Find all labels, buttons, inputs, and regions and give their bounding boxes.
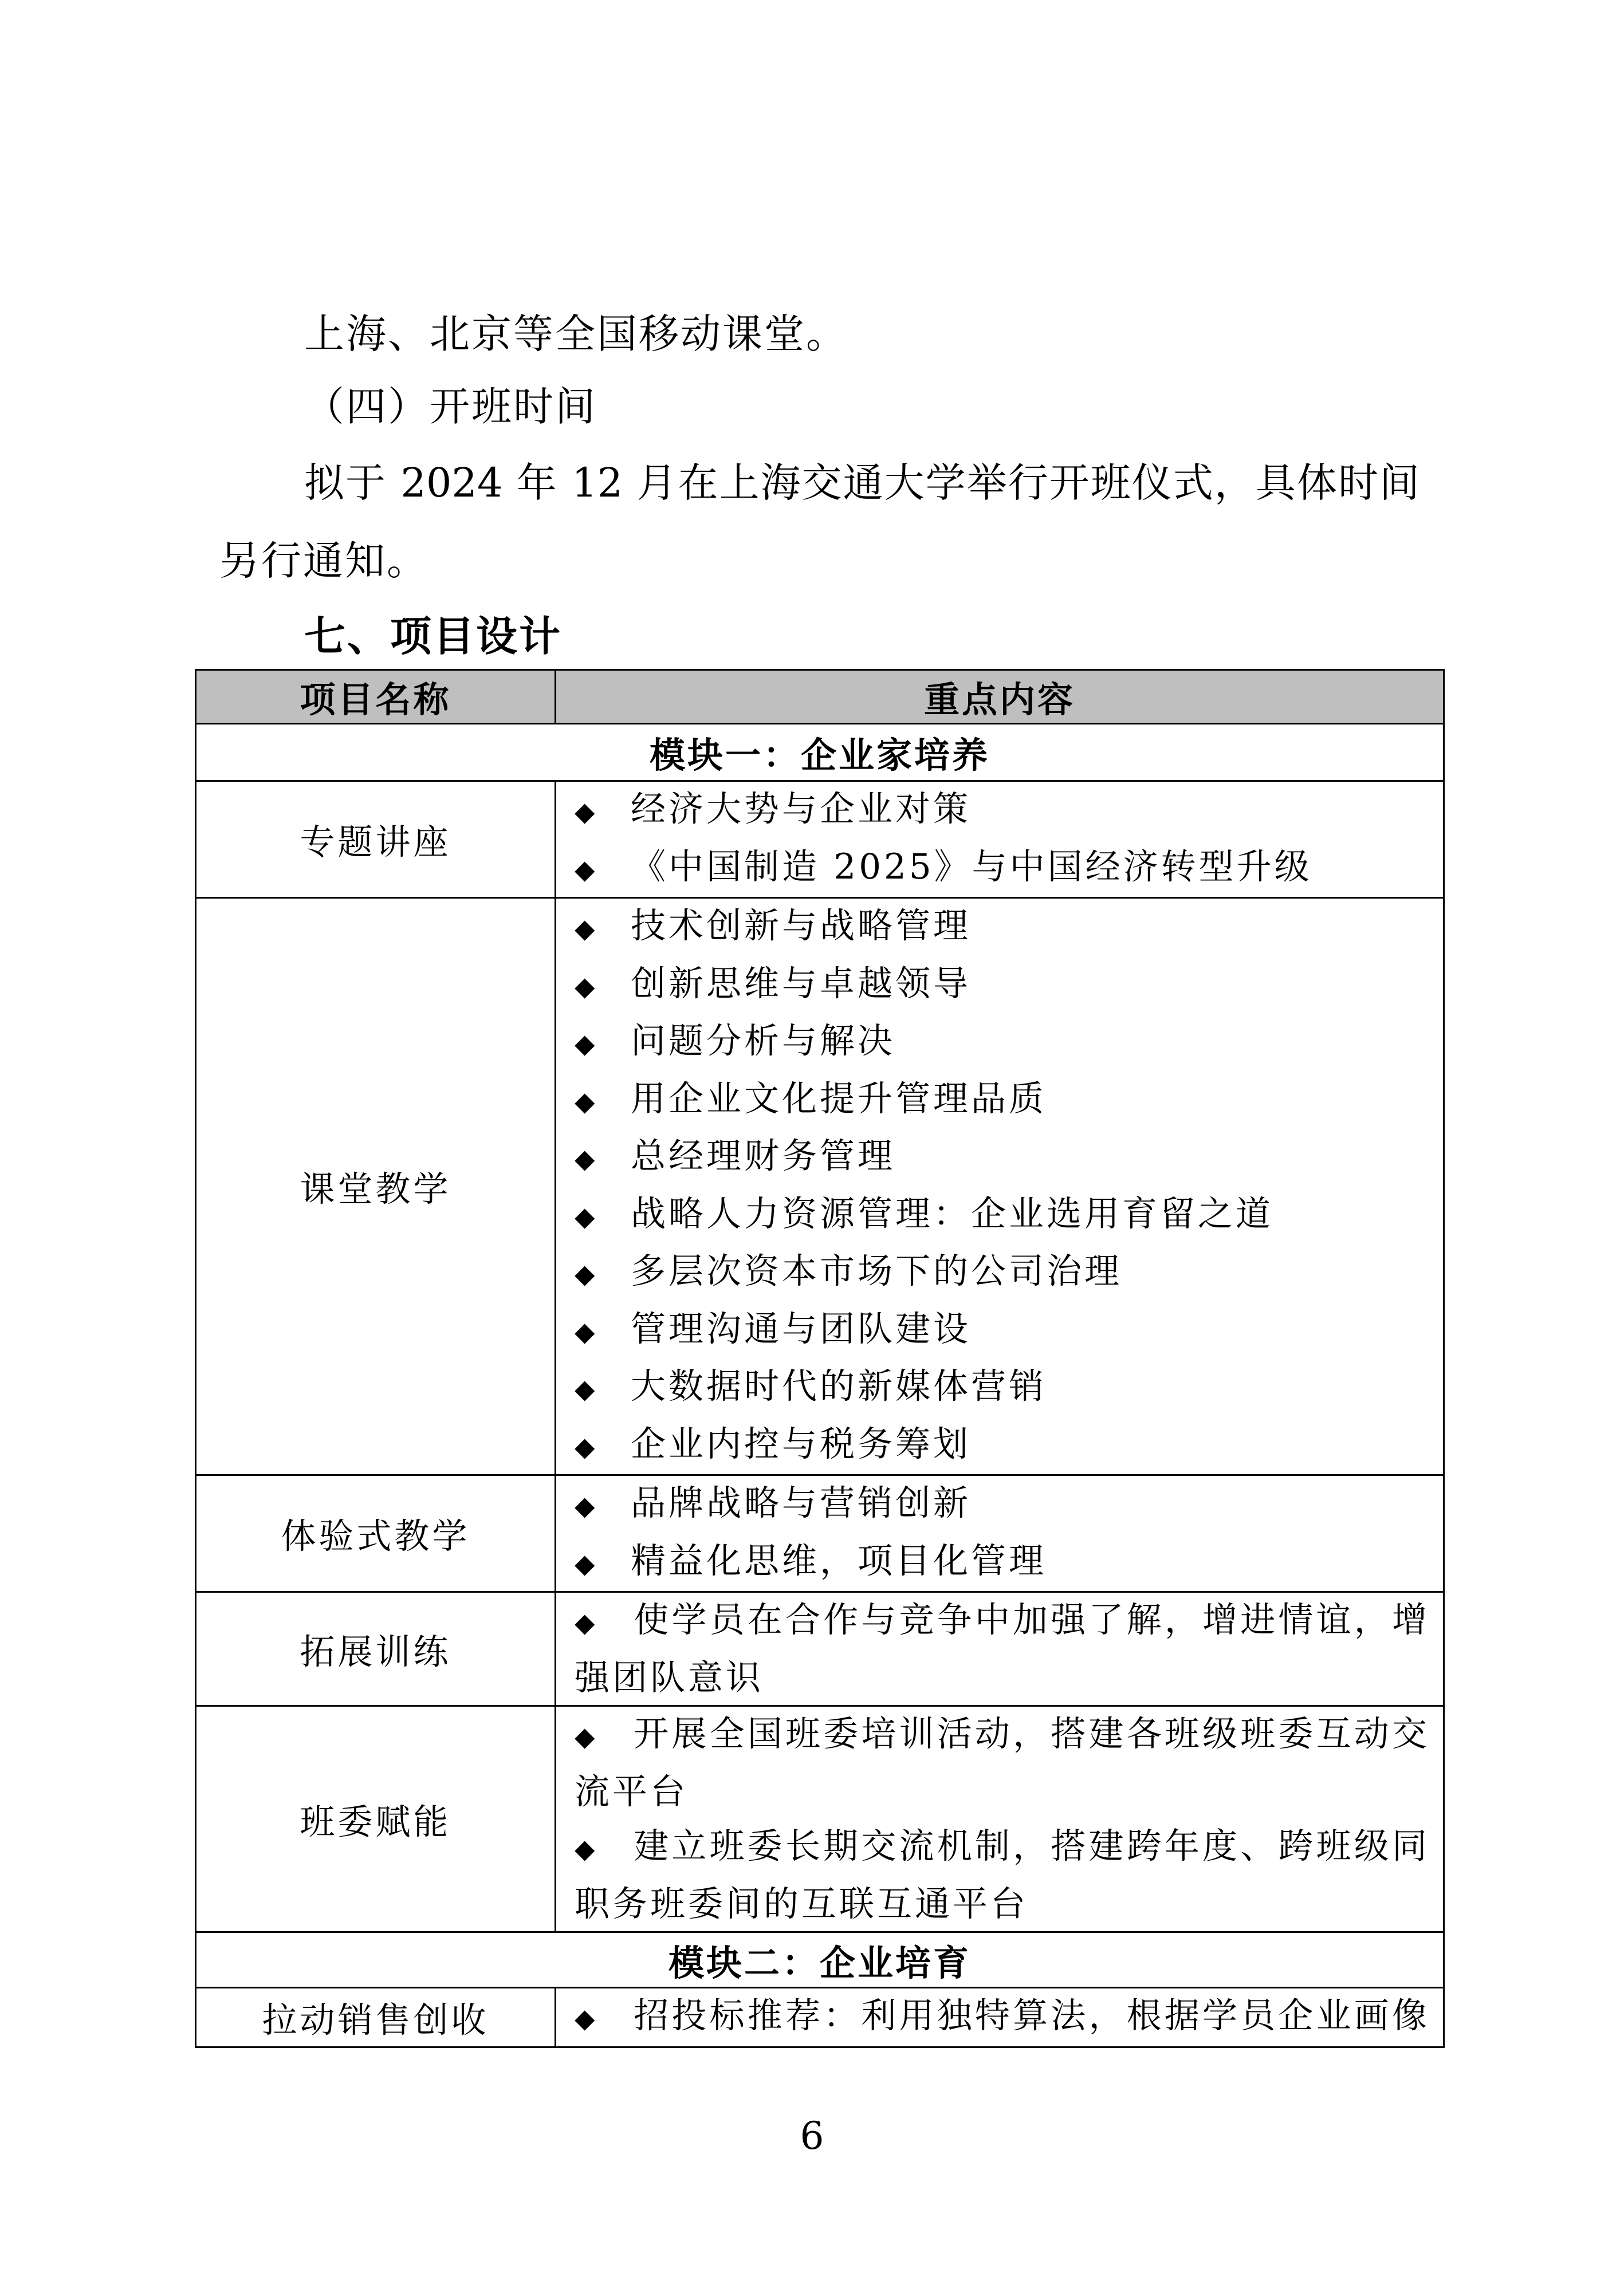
content-cell	[556, 898, 1444, 1475]
project-name: 体验式教学	[196, 1475, 556, 1592]
content-cell	[556, 1592, 1444, 1706]
table-header-row	[196, 670, 1444, 724]
column-header-key-content: 重点内容	[556, 670, 1444, 724]
list-item	[575, 956, 1427, 1014]
list-item-continuation: 流平台	[575, 1771, 689, 1812]
list-item	[575, 1244, 1427, 1302]
list-item	[575, 1417, 1427, 1475]
diamond-bullet-icon: ◆	[575, 2003, 595, 2034]
list-item	[575, 1593, 1427, 1651]
diamond-bullet-icon: ◆	[575, 1028, 595, 1059]
item-text: 管理沟通与团队建设	[631, 1308, 972, 1349]
diamond-bullet-icon: ◆	[575, 970, 595, 1002]
diamond-bullet-icon: ◆	[575, 1085, 595, 1117]
list-item	[575, 1187, 1427, 1245]
table-row	[196, 1475, 1444, 1592]
list-item	[575, 1988, 1427, 2046]
diamond-bullet-icon: ◆	[575, 853, 595, 885]
module-row	[196, 1932, 1444, 1988]
module-row	[196, 724, 1444, 781]
diamond-bullet-icon: ◆	[575, 1490, 595, 1521]
item-text: 经济大势与企业对策	[631, 789, 972, 829]
item-text: 创新思维与卓越领导	[631, 963, 972, 1004]
item-text: 多层次资本市场下的公司治理	[631, 1251, 1123, 1291]
item-text: 战略人力资源管理：企业选用育留之道	[631, 1193, 1274, 1234]
item-text: 大数据时代的新媒体营销	[631, 1366, 1047, 1407]
table-row	[196, 1592, 1444, 1706]
diamond-bullet-icon: ◆	[575, 1258, 595, 1289]
content-cell	[556, 1988, 1444, 2047]
list-item	[575, 1707, 1427, 1765]
paragraph-line: 拟于 2024 年 12 月在上海交通大学举行开班仪式，具体时间	[304, 459, 1419, 506]
item-text: 招投标推荐：利用独特算法，根据学员企业画像	[631, 1995, 1427, 2036]
list-item	[575, 1476, 1427, 1534]
content-cell	[556, 781, 1444, 898]
module-title: 模块一：企业家培养	[196, 724, 1444, 781]
table-row	[196, 898, 1444, 1475]
diamond-bullet-icon: ◆	[575, 1316, 595, 1347]
list-item	[575, 1359, 1427, 1417]
column-header-project-name: 项目名称	[196, 670, 556, 724]
content-cell	[556, 1706, 1444, 1932]
item-text: 品牌战略与营销创新	[631, 1483, 972, 1523]
diamond-bullet-icon: ◆	[575, 1373, 595, 1404]
diamond-bullet-icon: ◆	[575, 1431, 595, 1462]
list-item	[575, 1819, 1427, 1877]
project-name: 班委赋能	[196, 1706, 556, 1932]
list-item	[575, 840, 1427, 897]
section-heading: 七、项目设计	[304, 612, 563, 660]
subsection-heading: （四）开班时间	[304, 383, 597, 430]
item-text: 问题分析与解决	[631, 1021, 896, 1061]
module-title: 模块二：企业培育	[196, 1932, 1444, 1988]
diamond-bullet-icon: ◆	[575, 913, 595, 944]
item-text: 开展全国班委培训活动，搭建各班级班委互动交	[631, 1714, 1427, 1754]
item-text: 建立班委长期交流机制，搭建跨年度、跨班级同	[631, 1826, 1427, 1866]
list-item-continuation: 强团队意识	[575, 1657, 764, 1698]
diamond-bullet-icon: ◆	[575, 1143, 595, 1174]
list-item	[575, 899, 1427, 956]
item-text: 精益化思维，项目化管理	[631, 1540, 1047, 1581]
diamond-bullet-icon: ◆	[575, 1607, 595, 1638]
list-item	[575, 1302, 1427, 1360]
table-row	[196, 1706, 1444, 1932]
project-name: 拉动销售创收	[196, 1988, 556, 2047]
item-text: 《中国制造 2025》与中国经济转型升级	[631, 846, 1312, 887]
project-design-table	[195, 669, 1445, 2048]
table-row	[196, 1988, 1444, 2047]
item-text: 企业内控与税务筹划	[631, 1423, 972, 1464]
project-name: 课堂教学	[196, 898, 556, 1475]
diamond-bullet-icon: ◆	[575, 1833, 595, 1864]
list-item	[575, 1534, 1427, 1592]
diamond-bullet-icon: ◆	[575, 1721, 595, 1752]
page-number: 6	[800, 2114, 824, 2158]
paragraph-line: 上海、北京等全国移动课堂。	[304, 310, 848, 357]
paragraph-line: 另行通知。	[219, 537, 428, 584]
list-item	[575, 1072, 1427, 1129]
item-text: 使学员在合作与竞争中加强了解，增进情谊，增	[631, 1600, 1427, 1640]
item-text: 用企业文化提升管理品质	[631, 1078, 1047, 1119]
list-item-continuation: 职务班委间的互联互通平台	[575, 1883, 1029, 1924]
list-item	[575, 782, 1427, 840]
item-text: 总经理财务管理	[631, 1136, 896, 1176]
project-name: 专题讲座	[196, 781, 556, 898]
item-text: 技术创新与战略管理	[631, 905, 972, 946]
diamond-bullet-icon: ◆	[575, 1547, 595, 1579]
table-row	[196, 781, 1444, 898]
list-item	[575, 1014, 1427, 1072]
diamond-bullet-icon: ◆	[575, 1200, 595, 1232]
list-item	[575, 1129, 1427, 1187]
content-cell	[556, 1475, 1444, 1592]
diamond-bullet-icon: ◆	[575, 796, 595, 827]
project-name: 拓展训练	[196, 1592, 556, 1706]
